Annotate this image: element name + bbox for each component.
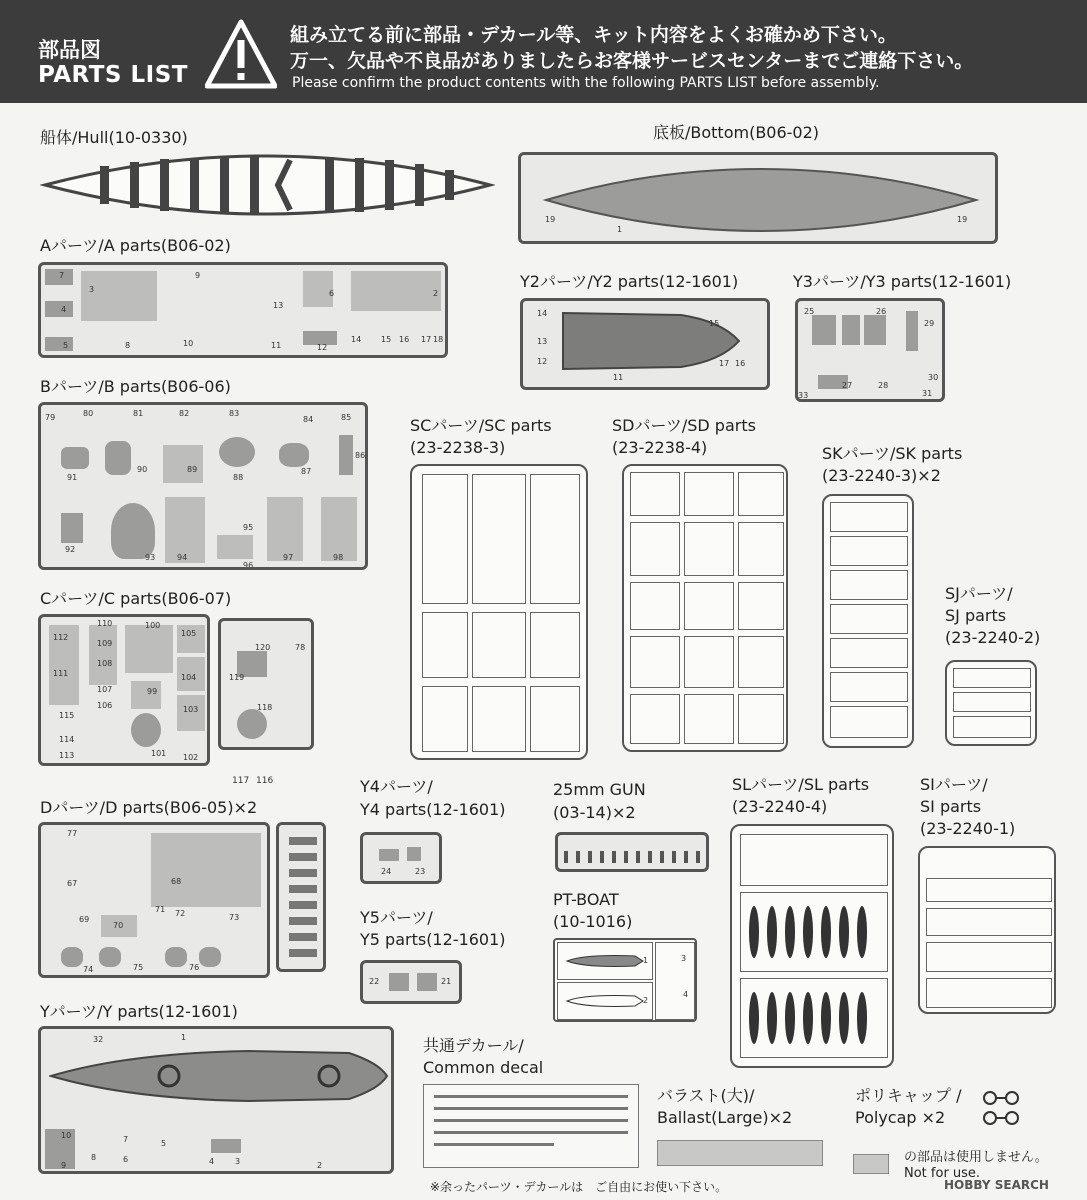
part-number: 27 <box>842 381 853 390</box>
part-number: 2 <box>317 1161 323 1170</box>
footer-note: ※余ったパーツ・デカールは ご自由にお使い下さい。 <box>430 1180 728 1194</box>
sl-parts-sprue <box>730 824 894 1068</box>
part-number: 1 <box>643 956 649 965</box>
section-label-sd-parts-2: (23-2238-4) <box>612 438 708 457</box>
part-number: 120 <box>255 643 271 652</box>
a-parts-sprue <box>38 262 448 358</box>
part-number: 16 <box>399 335 410 344</box>
section-label-sj-parts-2: SJ parts <box>945 606 1007 625</box>
section-label-bottom: 底板/Bottom(B06-02) <box>653 123 820 142</box>
section-label-ballast-1: バラスト(大)/ <box>657 1086 755 1105</box>
not-for-use-en: Not for use. <box>904 1166 981 1181</box>
exclamation-triangle-icon <box>205 18 277 90</box>
sj-parts-sprue <box>945 660 1037 746</box>
part-number: 115 <box>59 711 75 720</box>
part-number: 23 <box>415 867 426 876</box>
section-label-b-parts: Bパーツ/B parts(B06-06) <box>40 377 231 396</box>
part-number: 9 <box>195 271 201 280</box>
part-number: 98 <box>333 553 344 562</box>
part-number: 96 <box>243 561 254 570</box>
part-number: 105 <box>181 629 197 638</box>
d-parts-sprue-side <box>276 822 326 972</box>
section-label-hull: 船体/Hull(10-0330) <box>40 128 188 147</box>
part-number: 99 <box>147 687 158 696</box>
part-number: 22 <box>369 977 380 986</box>
section-label-ballast-2: Ballast(Large)×2 <box>657 1108 793 1127</box>
part-number: 8 <box>125 341 131 350</box>
y2-parts-sprue <box>520 298 770 390</box>
header-message-jp-1: 組み立てる前に部品・デカール等、キット内容をよくお確かめ下さい。 <box>290 24 897 46</box>
part-number: 81 <box>133 409 144 418</box>
part-number: 116 <box>256 776 274 786</box>
part-number: 28 <box>878 381 889 390</box>
part-number: 101 <box>151 749 167 758</box>
part-number: 104 <box>181 673 197 682</box>
section-label-y5-parts-1: Y5パーツ/ <box>360 908 433 927</box>
part-number: 29 <box>924 319 935 328</box>
part-number: 117 <box>232 776 250 786</box>
header-message-jp-2: 万一、欠品や不良品がありましたらお客様サービスセンターまでご連絡下さい。 <box>290 50 974 72</box>
part-number: 95 <box>243 523 254 532</box>
part-number: 74 <box>83 965 94 974</box>
part-number: 32 <box>93 1035 104 1044</box>
part-number: 3 <box>235 1157 241 1166</box>
section-label-c-parts: Cパーツ/C parts(B06-07) <box>40 589 232 608</box>
ballast-part <box>657 1140 823 1166</box>
part-number: 4 <box>683 990 689 999</box>
part-number: 107 <box>97 685 113 694</box>
part-number: 108 <box>97 659 113 668</box>
part-number: 85 <box>341 413 352 422</box>
part-number: 94 <box>177 553 188 562</box>
part-number: 82 <box>179 409 190 418</box>
section-label-d-parts: Dパーツ/D parts(B06-05)×2 <box>40 798 258 817</box>
part-number: 6 <box>329 289 335 298</box>
part-number: 103 <box>183 705 199 714</box>
part-number: 7 <box>59 271 65 280</box>
part-number: 118 <box>257 703 273 712</box>
part-number: 78 <box>295 643 306 652</box>
part-number: 8 <box>91 1153 97 1162</box>
header-message-en: Please confirm the product contents with the following PARTS LIST before assembly. <box>292 75 880 91</box>
part-number: 3 <box>89 285 95 294</box>
part-number: 25 <box>804 307 815 316</box>
part-number: 113 <box>59 751 75 760</box>
part-number: 5 <box>161 1139 167 1148</box>
y3-parts-sprue <box>795 298 945 402</box>
section-label-a-parts: Aパーツ/A parts(B06-02) <box>40 236 231 255</box>
header-title-jp: 部品図 <box>38 38 101 62</box>
part-number: 2 <box>433 289 439 298</box>
part-number: 1 <box>617 225 623 234</box>
header-banner <box>0 0 1087 103</box>
section-label-y-parts: Yパーツ/Y parts(12-1601) <box>40 1002 238 1021</box>
part-number: 93 <box>145 553 156 562</box>
part-number: 16 <box>735 359 746 368</box>
part-number: 2 <box>643 996 649 1005</box>
part-number: 83 <box>229 409 240 418</box>
part-number: 86 <box>355 451 366 460</box>
part-number: 102 <box>183 753 199 762</box>
section-label-sc-parts-1: SCパーツ/SC parts <box>410 416 552 435</box>
sc-parts-sprue <box>410 464 588 760</box>
part-number: 90 <box>137 465 148 474</box>
y5-parts-sprue <box>360 960 462 1004</box>
section-label-sl-parts-1: SLパーツ/SL parts <box>732 775 870 794</box>
part-number: 15 <box>709 319 720 328</box>
section-label-gun-2: (03-14)×2 <box>553 803 636 822</box>
hull-part <box>40 150 495 220</box>
section-label-sc-parts-2: (23-2238-3) <box>410 438 506 457</box>
part-number: 73 <box>229 913 240 922</box>
section-label-polycap-1: ポリキャップ / <box>855 1086 962 1105</box>
section-label-si-parts-1: SIパーツ/ <box>920 775 988 794</box>
part-number: 26 <box>876 307 887 316</box>
b-parts-sprue <box>38 402 368 570</box>
part-number: 119 <box>229 673 245 682</box>
section-label-decal-2: Common decal <box>423 1058 544 1077</box>
part-number: 31 <box>922 389 933 398</box>
ptboat-sprue <box>553 938 697 1022</box>
not-for-use-swatch <box>853 1154 889 1174</box>
part-number: 88 <box>233 473 244 482</box>
part-number: 91 <box>67 473 78 482</box>
c-parts-sprue-right <box>218 618 314 750</box>
part-number: 3 <box>681 954 687 963</box>
header-title-en: PARTS LIST <box>38 62 188 88</box>
section-label-sk-parts-1: SKパーツ/SK parts <box>822 444 963 463</box>
part-number: 106 <box>97 701 113 710</box>
part-number: 14 <box>537 309 548 318</box>
section-label-polycap-2: Polycap ×2 <box>855 1108 946 1127</box>
section-label-y4-parts-1: Y4パーツ/ <box>360 777 433 796</box>
part-number: 5 <box>63 341 69 350</box>
part-number: 77 <box>67 829 78 838</box>
part-number: 67 <box>67 879 78 888</box>
part-number: 114 <box>59 735 75 744</box>
part-number: 4 <box>61 305 67 314</box>
part-number: 87 <box>301 467 312 476</box>
part-number: 30 <box>928 373 939 382</box>
part-number: 68 <box>171 877 182 886</box>
common-decal-sheet <box>423 1084 639 1168</box>
section-label-sd-parts-1: SDパーツ/SD parts <box>612 416 756 435</box>
y4-parts-sprue <box>360 832 442 884</box>
part-number: 11 <box>613 373 624 382</box>
not-for-use-jp: の部品は使用しません。 <box>904 1150 1048 1165</box>
part-number: 72 <box>175 909 186 918</box>
part-number: 7 <box>123 1135 129 1144</box>
si-parts-sprue <box>918 846 1056 1014</box>
part-number: 110 <box>97 619 113 628</box>
section-label-y5-parts-2: Y5 parts(12-1601) <box>360 930 506 949</box>
section-label-sk-parts-2: (23-2240-3)×2 <box>822 466 941 485</box>
section-label-ptboat-1: PT-BOAT <box>553 890 619 909</box>
section-label-si-parts-2: SI parts <box>920 797 982 816</box>
part-number: 97 <box>283 553 294 562</box>
section-label-ptboat-2: (10-1016) <box>553 912 633 931</box>
part-number: 4 <box>209 1157 215 1166</box>
part-number: 89 <box>187 465 198 474</box>
part-number: 13 <box>273 301 284 310</box>
part-number: 10 <box>61 1131 72 1140</box>
part-number: 18 <box>433 335 444 344</box>
part-number: 14 <box>351 335 362 344</box>
part-number: 80 <box>83 409 94 418</box>
section-label-si-parts-3: (23-2240-1) <box>920 819 1016 838</box>
part-number: 112 <box>53 633 69 642</box>
section-label-y2-parts: Y2パーツ/Y2 parts(12-1601) <box>520 272 739 291</box>
part-number: 12 <box>317 343 328 352</box>
part-number: 100 <box>145 621 161 630</box>
part-number: 17 <box>421 335 432 344</box>
c-parts-sprue-left <box>38 614 210 766</box>
gun-sprue <box>555 832 709 872</box>
part-number: 19 <box>957 215 968 224</box>
part-number: 84 <box>303 415 314 424</box>
y-parts-sprue <box>38 1026 394 1174</box>
part-number: 21 <box>441 977 452 986</box>
part-number: 33 <box>798 391 809 400</box>
section-label-y3-parts: Y3パーツ/Y3 parts(12-1601) <box>793 272 1012 291</box>
part-number: 19 <box>545 215 556 224</box>
part-number: 71 <box>155 905 166 914</box>
bottom-sprue <box>518 152 998 244</box>
part-number: 69 <box>79 915 90 924</box>
part-number: 17 <box>719 359 730 368</box>
part-number: 6 <box>123 1155 129 1164</box>
part-number: 76 <box>189 963 200 972</box>
polycap-icon <box>980 1088 1022 1128</box>
part-number: 12 <box>537 357 548 366</box>
part-number: 13 <box>537 337 548 346</box>
part-number: 24 <box>381 867 392 876</box>
part-number: 11 <box>271 341 282 350</box>
d-parts-sprue <box>38 822 270 978</box>
part-number: 79 <box>45 413 56 422</box>
section-label-gun-1: 25mm GUN <box>553 780 646 799</box>
part-number: 92 <box>65 545 76 554</box>
part-number: 1 <box>181 1033 187 1042</box>
part-number: 111 <box>53 669 69 678</box>
section-label-y4-parts-2: Y4 parts(12-1601) <box>360 800 506 819</box>
section-label-decal-1: 共通デカール/ <box>423 1036 524 1055</box>
part-number: 15 <box>381 335 392 344</box>
section-label-sj-parts-1: SJパーツ/ <box>945 584 1013 603</box>
part-number: 70 <box>113 921 124 930</box>
part-number: 75 <box>133 963 144 972</box>
section-label-sj-parts-3: (23-2240-2) <box>945 628 1041 647</box>
part-number: 9 <box>61 1161 67 1170</box>
part-number: 109 <box>97 639 113 648</box>
watermark: HOBBY SEARCH <box>944 1178 1049 1192</box>
sk-parts-sprue <box>822 494 914 748</box>
part-number: 10 <box>183 339 194 348</box>
section-label-sl-parts-2: (23-2240-4) <box>732 797 828 816</box>
sd-parts-sprue <box>622 464 788 752</box>
